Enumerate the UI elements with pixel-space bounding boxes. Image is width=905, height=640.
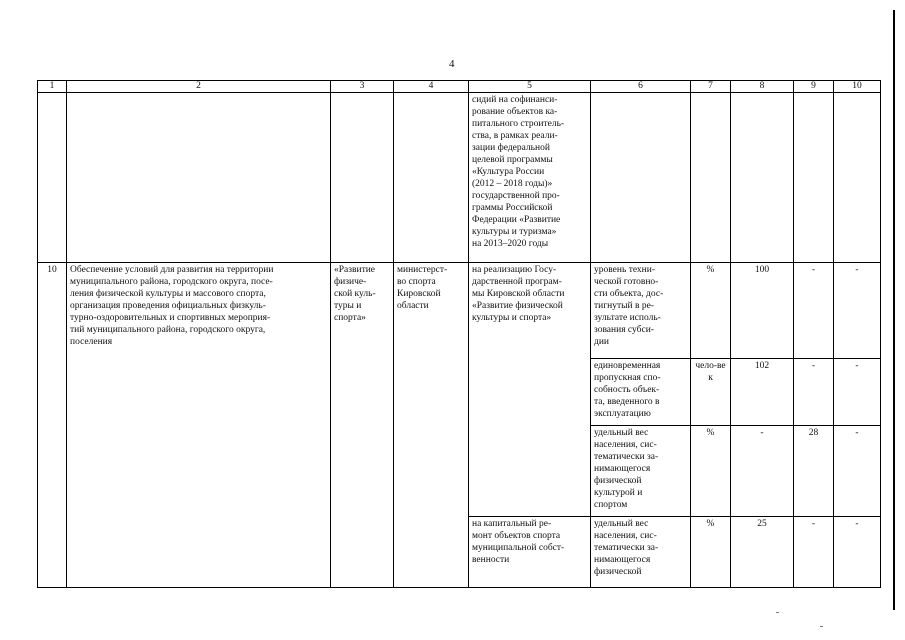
event-cell: Обеспечение условий для развития на территории муниципального района, городского округа, посе- ления физической культуры и массового спорта, организация проведения официальных физкуль- турно-оздоровительных и спортивных мероприя- тий муниципального района, городского округа, поселения (67, 263, 331, 588)
page-number: 4 (449, 58, 455, 70)
table-row (38, 263, 881, 359)
scan-edge-bar (893, 10, 895, 610)
header-row (38, 81, 881, 93)
value-cell: 100 (731, 263, 794, 359)
continuation-row (38, 93, 881, 263)
unit-cell: % (691, 263, 731, 359)
col-header: 1 (38, 81, 67, 93)
row-number: 10 (38, 263, 67, 588)
cell-empty (834, 93, 881, 263)
value-cell: - (834, 517, 881, 588)
cell-empty (394, 93, 469, 263)
unit-cell: % (691, 426, 731, 517)
col-header: 9 (794, 81, 834, 93)
cell-empty (331, 93, 394, 263)
col-header: 10 (834, 81, 881, 93)
executor-cell: министерст- во спорта Кировской области (394, 263, 469, 588)
value-cell: - (794, 263, 834, 359)
col-header: 8 (731, 81, 794, 93)
value-cell: - (834, 426, 881, 517)
indicator-cell: единовременная пропускная спо- собность объек- та, введенного в эксплуатацию (591, 359, 691, 426)
indicator-cell: уровень техни- ческой готовно- сти объекта, дос- тигнутый в ре- зультате исполь- зования субси- дии (591, 263, 691, 359)
value-cell: - (794, 359, 834, 426)
value-cell: - (794, 517, 834, 588)
scan-speck (776, 612, 779, 613)
value-cell: 25 (731, 517, 794, 588)
cell-empty (691, 93, 731, 263)
value-cell: - (834, 263, 881, 359)
col-header: 7 (691, 81, 731, 93)
value-cell: - (834, 359, 881, 426)
col-header: 2 (67, 81, 331, 93)
col-header: 4 (394, 81, 469, 93)
col-header: 6 (591, 81, 691, 93)
cell-empty (591, 93, 691, 263)
funding-continuation-cell: сидий на софинанси- рование объектов ка- питального строитель- ства, в рамках реали- зации федеральной целевой программы «Культура России (2012 – 2018 годы)» государственной про- граммы Российской Федерации «Развитие культуры и туризма» на 2013–2020 годы (469, 93, 591, 263)
value-cell: 28 (794, 426, 834, 517)
col-header: 3 (331, 81, 394, 93)
col-header: 5 (469, 81, 591, 93)
program-cell: «Развитие физиче- ской куль- туры и спорта» (331, 263, 394, 588)
indicator-cell: удельный вес населения, сис- тематически за- нимающегося физической (591, 517, 691, 588)
scan-speck (820, 626, 823, 627)
cell-empty (38, 93, 67, 263)
unit-cell: % (691, 517, 731, 588)
unit-cell: чело-век (691, 359, 731, 426)
program-table (37, 80, 881, 588)
funding-cell: на капитальный ре- монт объектов спорта муниципальной собст- венности (469, 517, 591, 588)
cell-empty (794, 93, 834, 263)
indicator-cell: удельный вес населения, сис- тематически за- нимающегося физической культурой и спортом (591, 426, 691, 517)
cell-empty (731, 93, 794, 263)
cell-empty (67, 93, 331, 263)
funding-cell: на реализацию Госу- дарственной програм- мы Кировской области «Развитие физической культуры и спорта» (469, 263, 591, 517)
value-cell: - (731, 426, 794, 517)
value-cell: 102 (731, 359, 794, 426)
